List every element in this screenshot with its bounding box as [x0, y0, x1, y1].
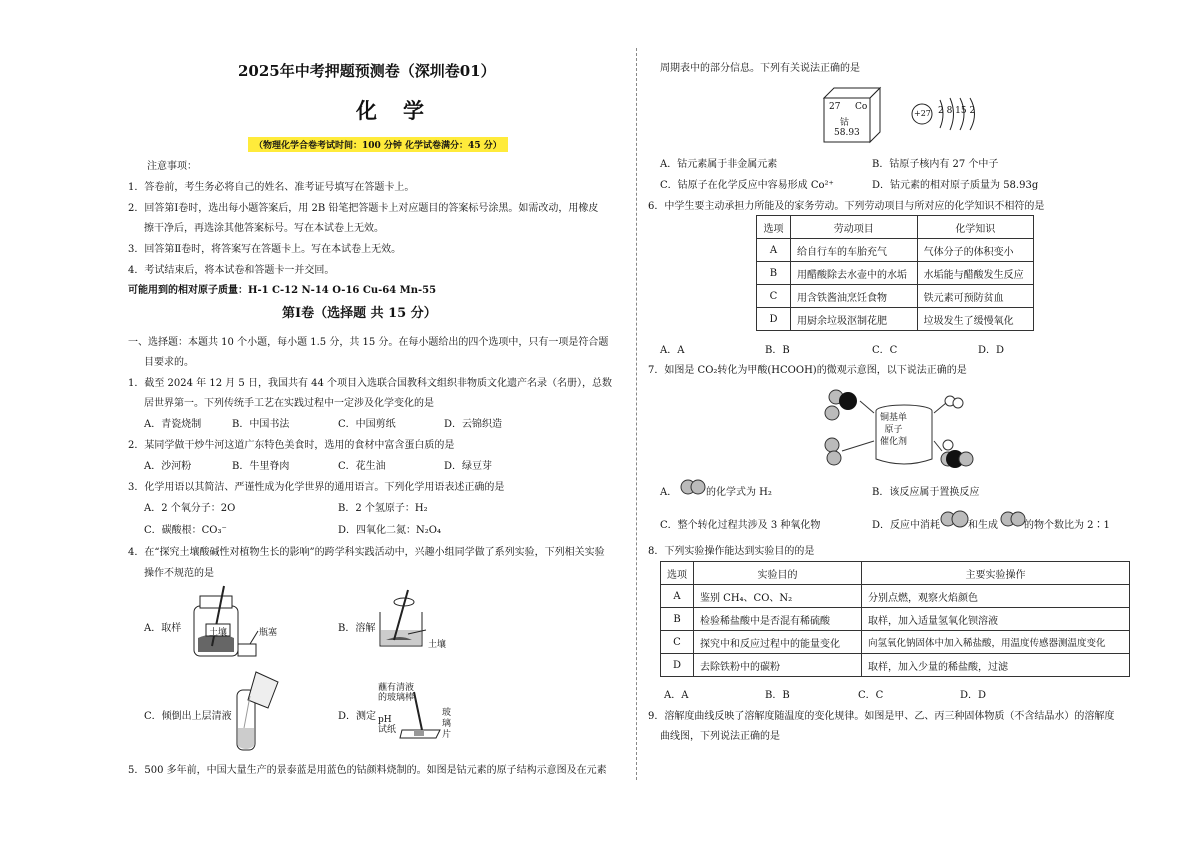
q4-stem: 操作不规范的是: [144, 568, 214, 579]
q3-option-b: B．2 个氢原子：H₂: [338, 503, 428, 514]
notice-item: 4．考试结束后，将本试卷和答题卡一并交回。: [128, 265, 335, 276]
table-cell: 探究中和反应过程中的能量变化: [694, 631, 862, 654]
q8-table: [660, 561, 1130, 677]
exam-note: （物理化学合卷考试时间：100 分钟 化学试卷满分：45 分）: [248, 137, 508, 152]
notice-item: 1．答卷前，考生务必将自己的姓名、准考证号填写在答题卡上。: [128, 182, 415, 193]
q7-option-a-prefix: A．: [660, 487, 678, 498]
q5-option-a: A．钴元素属于非金属元素: [660, 159, 778, 170]
h2-molecule-icon: [680, 477, 706, 497]
q5-option-c: C．钴原子在化学反应中容易形成 Co²⁺: [660, 180, 834, 191]
table-header-cell: 选项: [757, 216, 791, 239]
cell-symbol: Co: [855, 102, 868, 112]
table-header-cell: 化学知识: [917, 216, 1033, 239]
q1-option-a: A．青瓷烧制: [144, 419, 202, 430]
nucleus-charge: +27: [914, 109, 931, 118]
pouring-figure: [232, 668, 292, 754]
q6-table: [756, 215, 1034, 331]
atomic-masses: 可能用到的相对原子质量：H-1 C-12 N-14 O-16 Cu-64 Mn-55: [128, 285, 437, 296]
q9-stem: 曲线图，下列说法正确的是: [660, 731, 780, 742]
table-row: [661, 631, 1130, 654]
table-header-cell: 主要实验操作: [862, 562, 1130, 585]
q3-option-d: D．四氧化二氮：N₂O₄: [338, 525, 441, 536]
q7-option-d-prefix: D．反应中消耗: [872, 520, 941, 531]
table-header-row: [757, 216, 1034, 239]
section-intro: 目要求的。: [144, 357, 194, 368]
table-header-row: [661, 562, 1130, 585]
q1-stem: 1．截至 2024 年 12 月 5 日，我国共有 44 个项目入选联合国教科文组织非物质文化遗产名录（名册），总数: [128, 378, 613, 389]
subject-title: 化学: [356, 98, 450, 123]
table-cell: 鉴别 CH₄、CO、N₂: [694, 585, 862, 608]
q2-option-c: C．花生油: [338, 461, 386, 472]
q5-stem: 周期表中的部分信息。下列有关说法正确的是: [660, 63, 860, 74]
table-cell: A: [661, 585, 694, 608]
q3-stem: 3．化学用语以其简洁、严谨性成为化学世界的通用语言。下列化学用语表述正确的是: [128, 482, 505, 493]
table-cell: 用醋酸除去水壶中的水垢: [790, 262, 917, 285]
table-header-cell: 实验目的: [694, 562, 862, 585]
q7-stem: 7．如图是 CO₂转化为甲酸(HCOOH)的微观示意图，以下说法正确的是: [648, 365, 967, 376]
rod-label: 蘸有清液 的玻璃棒: [378, 683, 415, 703]
shell-electrons: 2 8 15 2: [938, 106, 976, 116]
q8-option-c: C．C: [858, 690, 884, 701]
q8-stem: 8．下列实验操作能达到实验目的的是: [648, 546, 815, 557]
q1-option-c: C．中国剪纸: [338, 419, 396, 430]
q4-stem: 4．在“探究土壤酸碱性对植物生长的影响”的跨学科实践活动中，兴趣小组同学做了系列实验，下列相关实验: [128, 547, 605, 558]
table-cell: 气体分子的体积变小: [917, 239, 1033, 262]
q6-option-d: D．D: [978, 345, 1005, 356]
q1-option-d: D．云锦织造: [444, 419, 503, 430]
table-row: [661, 608, 1130, 631]
q8-option-b: B．B: [765, 690, 790, 701]
table-cell: 取样，加入适量氢氧化钡溶液: [862, 608, 1130, 631]
q6-option-b: B．B: [765, 345, 790, 356]
notice-item: 2．回答第Ⅰ卷时，选出每小题答案后，用 2B 铅笔把答题卡上对应题目的答案标号涂黑。如需改动，用橡皮: [128, 203, 599, 214]
q8-option-a: A．A: [664, 690, 689, 701]
table-cell: 分别点燃，观察火焰颜色: [862, 585, 1130, 608]
q4-option-d: D．测定: [338, 711, 377, 722]
q7-option-c: C．整个转化过程共涉及 3 种氧化物: [660, 520, 821, 531]
table-cell: A: [757, 239, 791, 262]
catalyst-label: 铜基单 原子 催化剂: [880, 413, 908, 447]
q7-option-d: 的物个数比为 2∶1: [1024, 520, 1110, 531]
h2-molecule-icon: [1000, 509, 1026, 531]
table-row: [757, 285, 1034, 308]
q7-option-d-mid: 和生成: [968, 520, 998, 531]
q5-option-d: D．钴元素的相对原子质量为 58.93g: [872, 180, 1039, 191]
jar-sampling-figure: [190, 586, 300, 661]
table-row: [661, 585, 1130, 608]
table-cell: 铁元素可预防贫血: [917, 285, 1033, 308]
notice-item: 擦干净后，再选涂其他答案标号。写在本试卷上无效。: [144, 223, 384, 234]
table-cell: 检验稀盐酸中是否混有稀硫酸: [694, 608, 862, 631]
ph-paper-label: pH 试纸: [378, 715, 397, 735]
stopper-label: 瓶塞: [259, 628, 278, 638]
q4-option-b: B．溶解: [338, 623, 376, 634]
table-row: [757, 262, 1034, 285]
table-cell: 去除铁粉中的碳粉: [694, 654, 862, 677]
section-heading: 第Ⅰ卷（选择题 共 15 分）: [282, 306, 437, 321]
q6-stem: 6．中学生要主动承担力所能及的家务劳动。下列劳动项目与所对应的化学知识不相符的是: [648, 201, 1045, 212]
table-cell: B: [661, 608, 694, 631]
q3-option-c: C．碳酸根：CO₃⁻: [144, 525, 227, 536]
q2-option-d: D．绿豆芽: [444, 461, 493, 472]
table-cell: 水垢能与醋酸发生反应: [917, 262, 1033, 285]
section-intro: 一、选择题：本题共 10 个小题，每小题 1.5 分，共 15 分。在每小题给出的四个选项中，只有一项是符合题: [128, 337, 609, 348]
table-cell: C: [757, 285, 791, 308]
soil-label: 土壤: [209, 628, 228, 638]
table-cell: 向氢氧化钠固体中加入稀盐酸，用温度传感器测温度变化: [862, 631, 1130, 654]
q9-stem: 9．溶解度曲线反映了溶解度随温度的变化规律。如图是甲、乙、丙三种固体物质（不含结晶水）的溶解度: [648, 711, 1115, 722]
q6-option-c: C．C: [872, 345, 898, 356]
q5-stem: 5．500 多年前，中国大量生产的景泰蓝是用蓝色的钴颜料烧制的。如图是钴元素的原子结构示意图及在元素: [128, 765, 607, 776]
cell-mass: 58.93: [834, 128, 860, 138]
notice-item: 3．回答第Ⅱ卷时，将答案写在答题卡上。写在本试卷上无效。: [128, 244, 402, 255]
table-cell: 给自行车的车胎充气: [790, 239, 917, 262]
column-divider: [636, 48, 638, 780]
q1-option-b: B．中国书法: [232, 419, 290, 430]
q7-option-a: 的化学式为 H₂: [706, 487, 772, 498]
table-row: [757, 308, 1034, 331]
q1-stem: 居世界第一。下列传统手工艺在实践过程中一定涉及化学变化的是: [144, 398, 434, 409]
q2-stem: 2．某同学做干炒牛河这道广东特色美食时，选用的食材中富含蛋白质的是: [128, 440, 455, 451]
table-cell: D: [757, 308, 791, 331]
table-row: [661, 654, 1130, 677]
q6-option-a: A．A: [660, 345, 685, 356]
table-cell: 取样，加入少量的稀盐酸，过滤: [862, 654, 1130, 677]
table-cell: D: [661, 654, 694, 677]
table-cell: 用厨余垃圾沤制花肥: [790, 308, 917, 331]
cell-name: 钴: [840, 118, 850, 128]
co2-molecule-icon: [940, 509, 970, 531]
table-cell: 用含铁酱油烹饪食物: [790, 285, 917, 308]
table-header-cell: 选项: [661, 562, 694, 585]
table-cell: B: [757, 262, 791, 285]
q8-option-d: D．D: [960, 690, 987, 701]
table-cell: C: [661, 631, 694, 654]
soil-label: 土壤: [428, 640, 447, 650]
q3-option-a: A．2 个氧分子：2O: [144, 503, 236, 514]
q7-option-b: B．该反应属于置换反应: [872, 487, 980, 498]
table-header-cell: 劳动项目: [790, 216, 917, 239]
table-row: [757, 239, 1034, 262]
page-title: 2025年中考押题预测卷（深圳卷01）: [238, 62, 496, 80]
q2-option-b: B．牛里脊肉: [232, 461, 290, 472]
glass-plate-label: 玻 璃 片: [442, 708, 452, 740]
q2-option-a: A．沙河粉: [144, 461, 192, 472]
notice-heading: 注意事项：: [147, 161, 197, 172]
cell-number: 27: [829, 102, 841, 112]
q4-option-c: C．倾倒出上层清液: [144, 711, 232, 722]
q5-option-b: B．钴原子核内有 27 个中子: [872, 159, 999, 170]
q4-option-a: A．取样: [144, 623, 182, 634]
table-cell: 垃圾发生了缓慢氧化: [917, 308, 1033, 331]
